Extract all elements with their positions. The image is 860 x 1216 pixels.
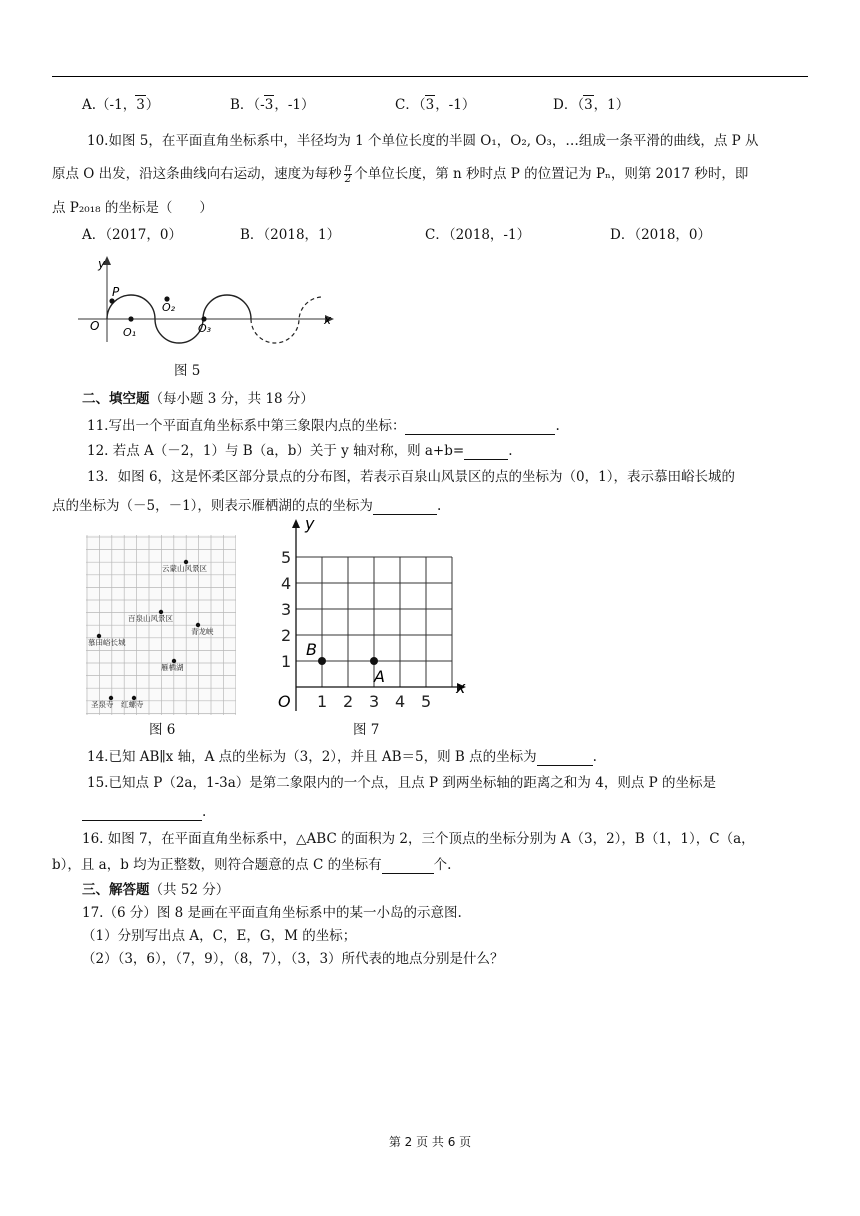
point-p (109, 298, 114, 303)
q13-line-1: 13．如图 6，这是怀柔区部分景点的分布图，若表示百泉山风景区的点的坐标为（0，1），表示慕田峪长城的 (87, 469, 735, 485)
q14: 14.已知 AB∥x 轴，A 点的坐标为（3，2），并且 AB＝5，则 B 点的坐标为 . (87, 749, 597, 765)
mutianyu-label: 慕田峪长城 (88, 638, 126, 647)
fig7-x-axis-label: x (456, 678, 466, 697)
pi-over-2-fraction: $\frac{\pi}{2}$ (344, 163, 352, 185)
point-o3 (201, 316, 206, 321)
q9-option-c: C．（3，-1） (395, 97, 476, 113)
point-a (370, 657, 378, 665)
point-a-label: A (374, 667, 385, 686)
yanqi-lake-label: 雁栖湖 (161, 663, 184, 672)
figure-6-caption: 图 6 (149, 722, 176, 738)
q10-option-b: B．（2018，1） (240, 227, 341, 243)
point-b-label: B (306, 640, 317, 659)
point-b (318, 657, 326, 665)
q16-line-1: 16. 如图 7，在平面直角坐标系中，△ABC 的面积为 2，三个顶点的坐标分别为 A（3，2），B（1，1），C（a， (82, 831, 755, 847)
x-tick-2: 2 (343, 692, 354, 711)
q15-line-2: . (82, 803, 206, 821)
y-tick-1: 1 (281, 652, 292, 671)
shengquan-label: 圣泉寺 (91, 700, 114, 709)
x-axis-label: x (324, 313, 332, 327)
fig7-origin-label: O (278, 692, 291, 711)
q17-part-1: （1）分别写出点 A，C，E，G，M 的坐标； (82, 928, 357, 944)
point-o1-label: O₁ (123, 326, 137, 339)
y-tick-5: 5 (281, 548, 292, 567)
point-o1 (128, 316, 133, 321)
y-tick-2: 2 (281, 626, 292, 645)
figure-5-caption: 图 5 (174, 363, 201, 379)
q10-option-d: D．（2018，0） (610, 227, 712, 243)
point-o2-label: O₂ (162, 301, 176, 314)
q10-option-c: C．（2018，-1） (425, 227, 531, 243)
baiquan-label: 百泉山风景区 (128, 614, 173, 623)
figure-5-semicircle-curve (76, 252, 346, 344)
y-tick-4: 4 (281, 574, 292, 593)
point-o3-label: O₃ (198, 322, 212, 335)
figure-7-caption: 图 7 (353, 722, 380, 738)
q10-option-a: A．（2017，0） (82, 227, 182, 243)
x-tick-1: 1 (317, 692, 328, 711)
origin-label: O (90, 319, 100, 333)
q15-line-1: 15.已知点 P（2a，1-3a）是第二象限内的一个点，且点 P 到两坐标轴的距离之和为 4，则点 P 的坐标是 (87, 775, 716, 791)
q10-line-1: 10.如图 5，在平面直角坐标系中，半径均为 1 个单位长度的半圆 O₁，O₂, O₃，…组成一条平滑的曲线，点 P 从 (87, 133, 759, 149)
x-tick-3: 3 (369, 692, 380, 711)
section-2-heading: 二、填空题（每小题 3 分，共 18 分） (82, 391, 314, 407)
q9-option-a: A.（-1，3） (82, 97, 160, 113)
figure-6-scenic-map (86, 535, 236, 715)
y-axis-label: y (98, 257, 106, 271)
q10-line-2: 原点 O 出发，沿这条曲线向右运动，速度为每秒 $\frac{\pi}{2}$ 个单位长度，第 n 秒时点 P 的位置记为 Pₙ，则第 2017 秒时，即 (52, 163, 749, 185)
figure-7-coordinate-grid (268, 515, 478, 715)
x-tick-4: 4 (395, 692, 406, 711)
section-3-heading: 三、解答题（共 52 分） (82, 882, 230, 898)
fig7-y-axis-label: y (305, 515, 315, 533)
point-p-label: P (112, 285, 120, 299)
q13-line-2: 点的坐标为（－5，－1），则表示雁栖湖的点的坐标为 . (52, 498, 442, 514)
qinglongxia-label: 青龙峡 (191, 627, 214, 636)
q9-option-b: B．（-3，-1） (230, 97, 315, 113)
hongluo-label: 红螺寺 (121, 700, 144, 709)
yunmeng-label: 云蒙山风景区 (162, 564, 207, 573)
q17-part-2: （2）（3，6），（7，9），（8，7），（3，3）所代表的地点分别是什么？ (82, 951, 504, 967)
q9-option-d: D．（3，1） (553, 97, 630, 113)
header-rule (52, 76, 808, 77)
q17-head: 17.（6 分）图 8 是画在平面直角坐标系中的某一小岛的示意图. (82, 905, 462, 921)
q10-line-3: 点 P₂₀₁₈ 的坐标是（ ） (52, 200, 213, 216)
q12: 12. 若点 A（－2，1）与 B（a，b）关于 y 轴对称，则 a+b= . (87, 443, 513, 459)
q16-line-2: b），且 a，b 均为正整数，则符合题意的点 C 的坐标有 个. (52, 857, 452, 873)
y-tick-3: 3 (281, 600, 292, 619)
page-footer: 第 2 页 共 6 页 (388, 1135, 472, 1149)
q11: 11.写出一个平面直角坐标系中第三象限内点的坐标： . (87, 418, 560, 434)
x-tick-5: 5 (421, 692, 432, 711)
